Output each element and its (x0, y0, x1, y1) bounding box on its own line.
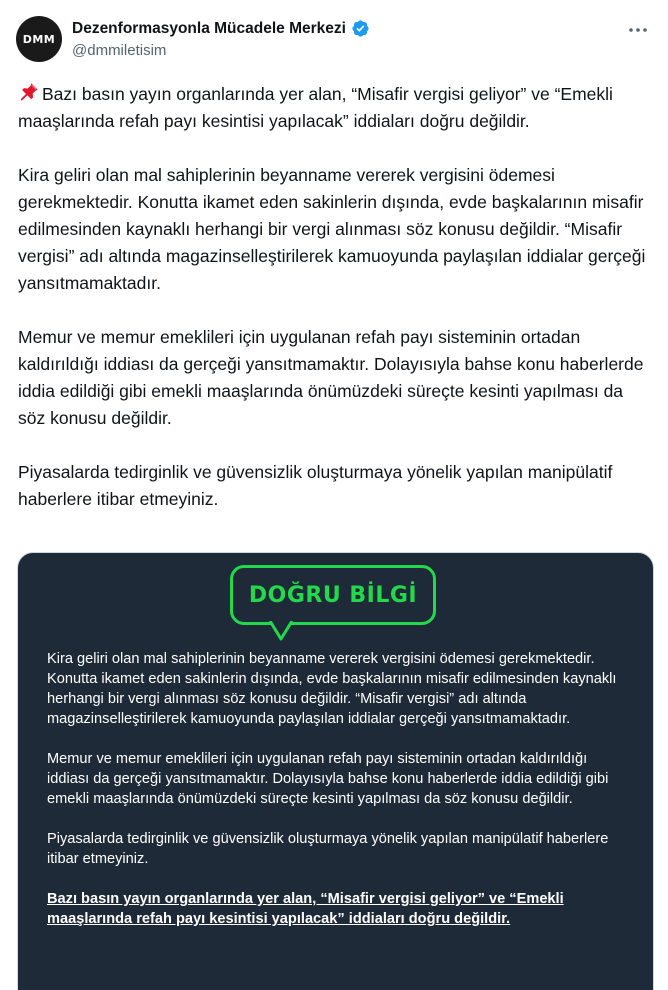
tweet-paragraph-1: Bazı basın yayın organlarında yer alan, “Misafir vergisi geliyor” ve “Emekli maaşlarında refah payı kesintisi yapılacak” iddiaları doğru değildir. (18, 84, 613, 131)
author-handle[interactable]: @dmmiletisim (72, 42, 167, 59)
media-paragraph-4: Bazı basın yayın organlarında yer alan, “Misafir vergisi geliyor” ve “Emekli maaşlarında refah payı kesintisi yapılacak” iddiaları doğru değildir. (47, 891, 564, 927)
author-display-name[interactable]: Dezenformasyonla Mücadele Merkezi (72, 19, 346, 37)
dogru-bilgi-badge (230, 565, 442, 639)
avatar[interactable] (16, 16, 62, 62)
media-paragraph-1: Kira geliri olan mal sahiplerinin beyanname vererek vergisini ödemesi gerekmektedir. Konutta ikamet eden sakinlerin dışında, evde başkalarının misafir edilmesinden kaynaklı herhangi bir vergi alınması söz konusu değildir. “Misafir vergisi” adı altında magazinselleştirilerek kamuoyunda paylaşılan iddialar gerçeği yansıtmamaktadır. (47, 651, 617, 727)
pushpin-icon (18, 81, 40, 103)
tweet-text (18, 81, 654, 540)
verified-badge-icon (351, 19, 370, 38)
tweet-paragraph (18, 81, 654, 135)
more-options-button[interactable] (626, 18, 650, 42)
tweet-media-image[interactable] (17, 552, 654, 990)
media-paragraph-2: Memur ve memur emeklileri için uygulanan refah payı sisteminin ortadan kaldırıldığı iddiası da gerçeği yansıtmamaktır. Dolayısıyla bahse konu haberlerde iddia edildiği gibi emekli maaşlarında önümüzdeki süreçte kesinti yapılması da söz konusu değildir. (47, 751, 609, 807)
author-name-row (72, 19, 370, 38)
badge-label: DOĞRU BİLGİ (248, 582, 418, 608)
tweet-paragraph-2: Kira geliri olan mal sahiplerinin beyanname vererek vergisini ödemesi gerekmektedir. Konutta ikamet eden sakinlerin dışında, evde başkalarının misafir edilmesinden kaynaklı herhangi bir vergi alınması söz konusu değildir. “Misafir vergisi” adı altında magazinselleştirilerek kamuoyunda paylaşılan iddialar gerçeği yansıtmamaktadır. (18, 165, 646, 293)
tweet-paragraph-3: Memur ve memur emeklileri için uygulanan refah payı sisteminin ortadan kaldırıldığı iddiası da gerçeği yansıtmamaktır. Dolayısıyla bahse konu haberlerde iddia edildiği gibi emekli maaşlarında önümüzdeki süreçte kesinti yapılması da söz konusu değildir. (18, 327, 644, 428)
avatar-logo-text: DMM (22, 32, 56, 46)
tweet-paragraph-4: Piyasalarda tedirginlik ve güvensizlik oluşturmaya yönelik yapılan manipülatif haberlere itibar etmeyiniz. (18, 462, 613, 509)
more-horizontal-icon (628, 27, 648, 33)
media-paragraph-3: Piyasalarda tedirginlik ve güvensizlik oluşturmaya yönelik yapılan manipülatif haberlere itibar etmeyiniz. (47, 831, 609, 867)
speech-bubble-tail-icon (268, 621, 294, 643)
badge-frame (230, 565, 436, 625)
media-text (47, 649, 632, 949)
